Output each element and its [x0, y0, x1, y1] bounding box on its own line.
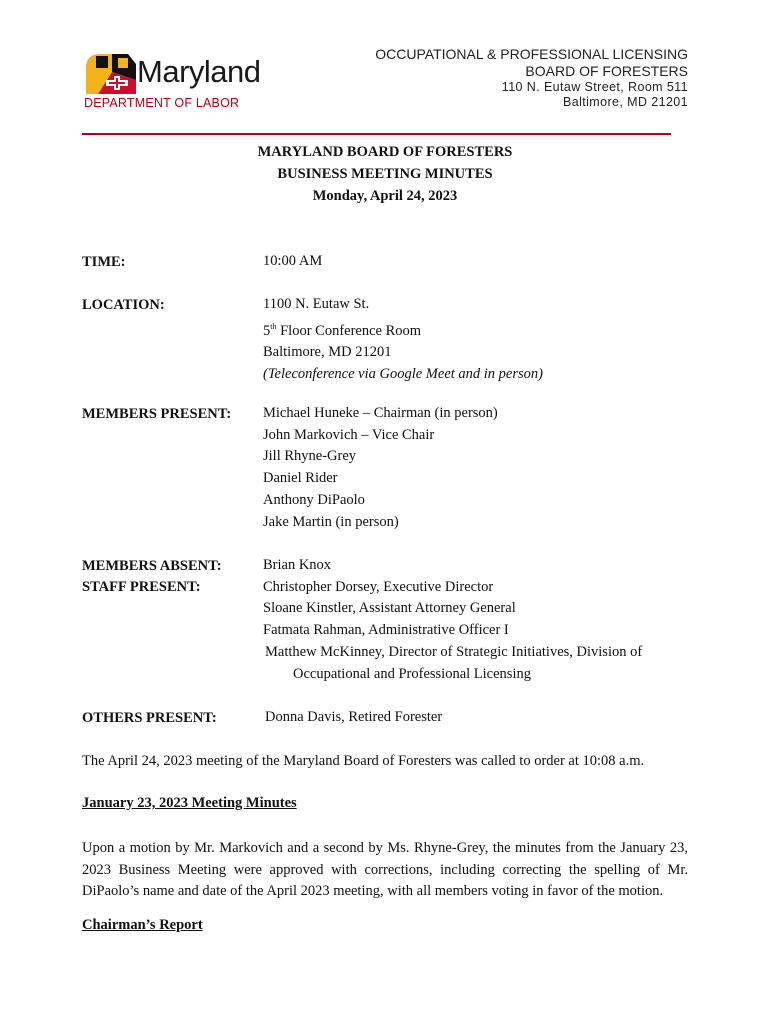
- absent-and-staff-list: [263, 555, 642, 685]
- list-item: Jake Martin (in person): [263, 513, 399, 530]
- location-line-2: [263, 316, 543, 343]
- call-to-order: The April 24, 2023 meeting of the Maryland Board of Foresters was called to order at 10:08 a.m.: [82, 753, 645, 769]
- minutes-paragraph: Upon a motion by Mr. Markovich and a second by Ms. Rhyne-Grey, the minutes from the January 23, 2023 Business Meeting were approved with corrections, including correcting the spelling of Mr. DiPaolo’s name and date of the April 2023 meeting, with all members voting in favor of the motion.: [82, 840, 688, 899]
- members-present-list: [263, 403, 498, 533]
- members-present-label: MEMBERS PRESENT:: [82, 406, 232, 422]
- office-address: [375, 46, 688, 110]
- section-heading-chairman: Chairman’s Report: [82, 917, 203, 933]
- location-line-1: 1100 N. Eutaw St.: [263, 296, 370, 312]
- others-present-value: [265, 707, 442, 729]
- list-item: Jill Rhyne-Grey: [263, 448, 357, 465]
- list-item: Sloane Kinstler, Assistant Attorney General: [263, 600, 516, 617]
- floor-number: 5: [263, 322, 271, 339]
- floor-room: Floor Conference Room: [276, 322, 422, 339]
- location-line-3: Baltimore, MD 21201: [263, 344, 392, 361]
- list-item: Anthony DiPaolo: [263, 491, 365, 508]
- document-date: Monday, April 24, 2023: [312, 188, 458, 204]
- list-item: Michael Huneke – Chairman (in person): [263, 405, 498, 421]
- office-line-1: OCCUPATIONAL & PROFESSIONAL LICENSING: [375, 46, 688, 62]
- document-title: MARYLAND BOARD OF FORESTERS: [257, 144, 513, 160]
- members-absent-value: Brian Knox: [263, 557, 332, 573]
- time-value: [263, 251, 322, 273]
- time-label: TIME:: [82, 254, 126, 270]
- list-item: John Markovich – Vice Chair: [263, 426, 435, 443]
- office-line-3: 110 N. Eutaw Street, Room 511: [501, 80, 688, 94]
- location-line-4: (Teleconference via Google Meet and in person): [263, 365, 543, 382]
- list-item: Fatmata Rahman, Administrative Officer I: [263, 622, 509, 639]
- maryland-dol-logo: [84, 50, 304, 112]
- list-item: Occupational and Professional Licensing: [293, 665, 531, 682]
- logo-wordmark: Maryland: [137, 54, 261, 89]
- office-line-2: BOARD OF FORESTERS: [525, 63, 688, 79]
- list-item: Matthew McKinney, Director of Strategic Initiatives, Division of: [265, 643, 643, 660]
- staff-present-label: STAFF PRESENT:: [82, 579, 201, 595]
- others-present-text: Donna Davis, Retired Forester: [265, 709, 443, 725]
- location-value: [263, 294, 543, 386]
- list-item: Christopher Dorsey, Executive Director: [263, 578, 494, 595]
- header-divider: [82, 133, 671, 135]
- office-line-4: Baltimore, MD 21201: [562, 95, 688, 109]
- time-text: 10:00 AM: [263, 253, 323, 269]
- list-item: Daniel Rider: [263, 470, 338, 487]
- others-present-label: OTHERS PRESENT:: [82, 710, 217, 726]
- logo-department: DEPARTMENT OF LABOR: [84, 96, 240, 110]
- members-absent-label: MEMBERS ABSENT:: [82, 558, 222, 574]
- section-heading-minutes: January 23, 2023 Meeting Minutes: [82, 795, 297, 811]
- floor-suffix: th: [270, 321, 277, 331]
- location-label: LOCATION:: [82, 297, 165, 313]
- document-subtitle: BUSINESS MEETING MINUTES: [277, 166, 493, 182]
- maryland-flag-icon: [84, 50, 138, 96]
